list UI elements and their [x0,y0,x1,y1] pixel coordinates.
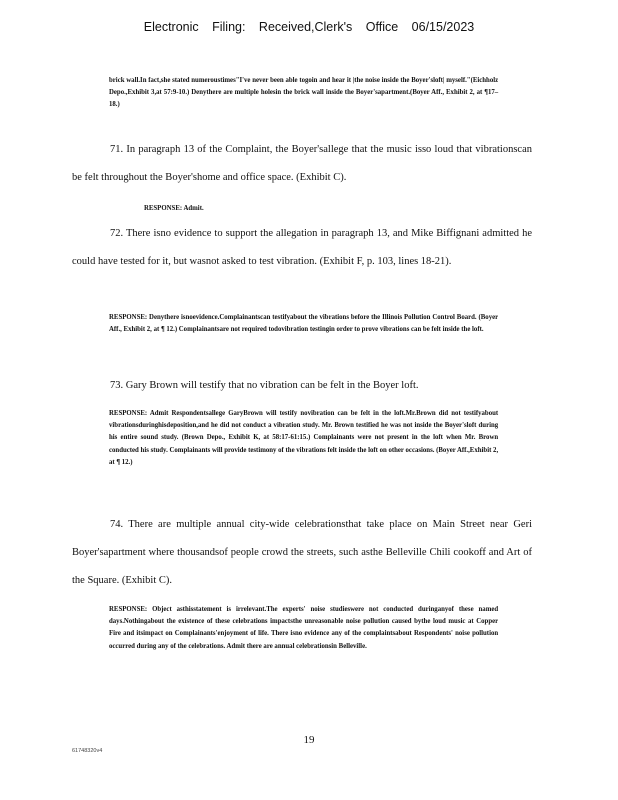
response-72: RESPONSE: Denythere isnoevidence.Complainantscan testifyabout the vibrations before the Illinois Pollution Control Board. (Boyer Aff., Exhibit 2, at ¶ 12.) Complainantsare not required todovibration testingin order to prove vibrations can be felt inside the loft. [109,312,499,334]
document-id: 61748320v4 [72,748,103,754]
response-74: RESPONSE: Object asthisstatement is irrelevant.The experts' noise studieswere not conducted duringanyof these named days.Nothingabout the existence of these celebrations impactsthe unreasonable noise pollution caused bythe loud music at Copper Fire and itsimpact on Complainants'enjoyment of life. There isno evidence any of the complaintsabout Respondents' noise pollution occurred during any of the celebrations. Admit there are annual celebrationsin Belleville. [109,604,499,650]
response-73: RESPONSE: Admit Respondentsallege GaryBrown will testify novibration can be felt in the loft.Mr.Brown did not testifyabout vibrationsduringhisdeposition,and he did not conduct a vibration study. Mr. Brown testified he was not inside the Boyer'sloft during his entire sound study. (Brown Depo., Exhibit K, at 58:17-61:15.) Complainants were not present in the loft when Mr. Brown conducted his study. Complainants will provide testimony of the vibrations felt inside the loft on other occasions. (Boyer Aff.,Exhibit 2, at ¶ 12.) [109,408,499,466]
page-number: 19 [303,734,315,746]
continued-response-text: brick wall.In fact,she stated numeroustimes"I've never been able togoin and hear it |the noise inside the Boyer'sloft| myself."(Eichholz Depo.,Exhibit 3,at 57:9-10.) Denythere are multiple holesin the brick wall inside the Boyer'sapartment.(Boyer Aff., Exhibit 2, at ¶17–18.) [109,75,499,109]
filing-header: Electronic Filing: Received,Clerk's Office 06/15/2023 [143,20,475,34]
response-71: RESPONSE: Admit. [143,203,204,212]
paragraph-72: 72. There isno evidence to support the allegation in paragraph 13, and Mike Biffignani admitted he could have tested for it, but wasnot asked to test vibration. (Exhibit F, p. 103, lines 18-21). [72,228,532,267]
paragraph-73: 73. Gary Brown will testify that no vibration can be felt in the Boyer loft. [110,380,419,391]
paragraph-74: 74. There are multiple annual city-wide celebrationsthat take place on Main Street near Geri Boyer'sapartment where thousandsof people crowd the streets, such asthe Belleville Chili cookoff and Art of the Square. (Exhibit C). [72,519,532,586]
paragraph-71: 71. In paragraph 13 of the Complaint, the Boyer'sallege that the music isso loud that vibrationscan be felt throughout the Boyer'shome and office space. (Exhibit C). [72,144,532,183]
